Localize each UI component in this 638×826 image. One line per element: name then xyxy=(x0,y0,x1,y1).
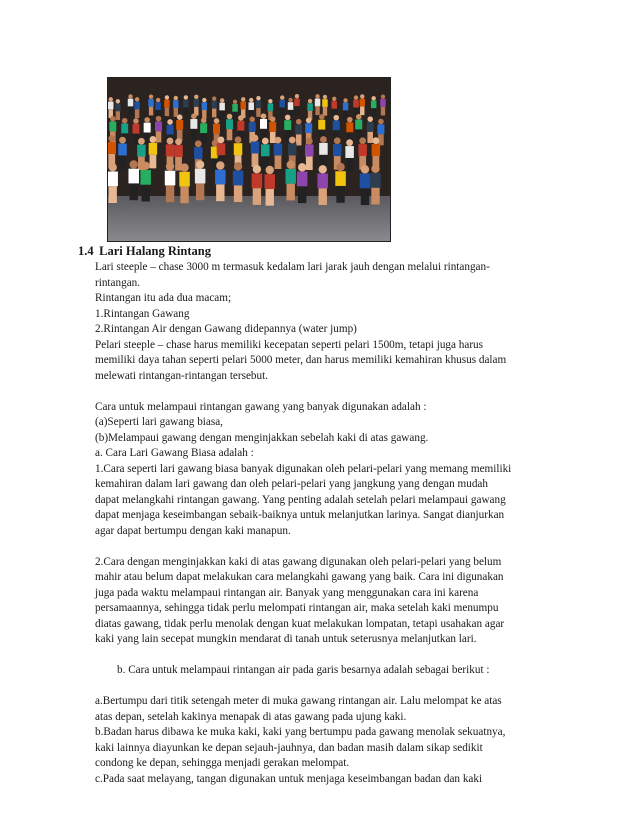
text-line: kemahiran dalam lari gawang dan oleh pelari-pelari yang jangkung yang dengan mudah xyxy=(95,478,488,490)
text-line: atas depan, setelah kakinya menapak di atas gawang pada ujung kaki. xyxy=(95,710,407,723)
runner-figure xyxy=(118,137,127,169)
runner-figure xyxy=(307,99,313,120)
runner-figure xyxy=(353,95,359,116)
text-line: 2.Rintangan Air dengan Gawang didepannya (water jump) xyxy=(95,323,357,335)
runner-figure xyxy=(358,137,367,169)
runner-figure xyxy=(248,98,254,119)
runner-figure xyxy=(173,96,179,117)
text-line: b. Cara untuk melampaui rintangan air pada garis besarnya adalah sebagai berikut : xyxy=(117,664,490,676)
runner-figure xyxy=(317,165,328,205)
text-line: juga pada waktu melampaui rintangan air. Banyak yang menggunakan cara ini karena xyxy=(95,586,479,599)
runner-figure xyxy=(295,119,302,146)
runner-figure xyxy=(280,95,286,116)
runner-figure xyxy=(252,165,262,205)
runner-figure xyxy=(284,115,291,142)
runner-figure xyxy=(305,138,314,170)
runner-figure xyxy=(108,135,116,167)
text-line: diatas gawang, tidak perlu menolak dengan kuat melakukan lompatan, tetapi usahakan agar xyxy=(95,617,505,630)
runner-figure xyxy=(360,165,371,205)
body-text xyxy=(95,260,565,787)
runner-figure xyxy=(294,94,300,115)
runner-figure xyxy=(233,162,244,202)
runner-figure xyxy=(331,97,337,118)
text-line: Cara untuk melampaui rintangan gawang yang banyak digunakan adalah : xyxy=(95,400,427,413)
paragraph-gap xyxy=(95,648,565,664)
runner-figure xyxy=(219,98,225,119)
runner-figure xyxy=(164,95,170,116)
text-line: 1.Rintangan Gawang xyxy=(95,307,190,320)
runner-figure xyxy=(232,100,238,121)
runner-figure xyxy=(165,162,176,202)
runners-illustration xyxy=(108,78,390,241)
runner-figure xyxy=(319,136,328,168)
text-line: c.Pada saat melayang, tangan digunakan untuk menjaga keseimbangan badan dan kaki xyxy=(95,772,483,785)
text-line: dapat menjaga keseimbangan sebaik-baiknya untuk melanjutkan larinya. Sangat dianjurkan xyxy=(95,509,505,521)
runner-figure xyxy=(108,163,118,203)
text-line: persamaannya, sehingga tidak perlu melompati rintangan air, maka setelah kaki menumpu xyxy=(95,602,499,614)
runner-figure xyxy=(333,115,340,142)
marathon-runners-photo xyxy=(108,78,390,241)
section-title: Lari Halang Rintang xyxy=(99,244,211,258)
runner-figure xyxy=(297,163,308,203)
runner-figure xyxy=(148,95,154,116)
text-line: dapat melangkahi rintangan gawang. Yang penting adalah setelah pelari melampaui gawang xyxy=(95,493,506,506)
runner-figure xyxy=(194,95,200,116)
runner-figure xyxy=(285,161,296,201)
text-line: Rintangan itu ada dua macam; xyxy=(95,292,232,304)
text-line: melewati rintangan-rintangan tersebut. xyxy=(95,369,269,382)
runner-figure xyxy=(179,163,190,203)
runner-figure xyxy=(315,94,321,115)
runner-figure xyxy=(322,95,328,116)
paragraph-gap xyxy=(95,679,565,695)
runner-figure xyxy=(211,96,217,117)
runner-figure xyxy=(128,94,133,115)
runner-figure xyxy=(261,138,270,170)
runner-figure xyxy=(134,97,140,118)
text-line: kaki lainnya diayunkan ke depan sejauh-jauhnya, dan badan masih dalam sikap sedikit xyxy=(95,741,483,754)
runner-figure xyxy=(360,94,366,115)
runner-figure xyxy=(240,97,246,118)
runner-figure xyxy=(215,161,226,201)
text-line: memiliki daya tahan seperti pelari 5000 meter, dan harus memiliki kemahiran khusus dalam xyxy=(95,354,507,366)
text-line: condong ke depan, sehingga menjadi gerakan melompat. xyxy=(95,757,350,769)
runner-figure xyxy=(155,98,161,119)
runner-figure xyxy=(202,98,208,119)
text-line: 1.Cara seperti lari gawang biasa banyak digunakan oleh pelari-pelari yang memang memiliki xyxy=(95,462,512,475)
section-number: 1.4 xyxy=(78,244,94,258)
runner-figure xyxy=(370,165,381,205)
runner-figure xyxy=(335,163,346,203)
runner-figure xyxy=(190,113,197,140)
text-line: a. Cara Lari Gawang Biasa adalah : xyxy=(95,447,254,459)
text-line: rintangan. xyxy=(95,276,141,289)
text-line: b.Badan harus dibawa ke muka kaki, kaki yang bertumpu pada gawang menolak sekuatnya, xyxy=(95,726,506,738)
runner-figure xyxy=(371,96,377,117)
text-line: Pelari steeple – chase harus memiliki kecepatan seperti pelari 1500m, tetapi juga harus xyxy=(95,338,484,351)
runner-figure xyxy=(183,95,189,116)
runner-figure xyxy=(200,118,207,145)
text-line: Lari steeple – chase 3000 m termasuk kedalam lari jarak jauh dengan melalui rintangan- xyxy=(95,261,490,273)
runner-figure xyxy=(343,98,349,119)
text-line: (b)Melampaui gawang dengan menginjakkan sebelah kaki di atas gawang. xyxy=(95,431,429,444)
text-line: a.Bertumpu dari titik setengah meter di muka gawang rintangan air. Lalu melompat ke atas xyxy=(95,695,502,707)
runner-figure xyxy=(108,97,114,118)
runner-figure xyxy=(195,160,206,200)
runner-figure xyxy=(260,113,267,140)
runner-figure xyxy=(128,160,139,200)
runner-figure xyxy=(251,135,260,167)
runner-figure xyxy=(274,137,283,169)
runner-figure xyxy=(149,136,158,168)
text-line: mahir atau belum dapat melakukan cara melangkahi gawang yang baik. Cara ini digunakan xyxy=(95,571,504,583)
paragraph-gap xyxy=(95,539,565,555)
paragraph-gap xyxy=(95,384,565,400)
runner-figure xyxy=(226,114,233,141)
text-line: (a)Seperti lari gawang biasa, xyxy=(95,416,223,428)
text-line: kaki yang lain secepat mungkin mendarat di tanah untuk seterusnya melanjutkan lari. xyxy=(95,633,477,645)
runner-figure xyxy=(115,99,121,120)
runner-figure xyxy=(256,96,262,117)
runner-figure xyxy=(367,116,374,143)
runner-figure xyxy=(264,166,275,206)
runner-figure xyxy=(176,114,183,141)
runner-figure xyxy=(345,139,354,171)
section-heading xyxy=(78,244,211,259)
text-line: 2.Cara dengan menginjakkan kaki di atas gawang digunakan oleh pelari-pelari yang belum xyxy=(95,555,502,568)
runner-figure xyxy=(380,95,386,116)
runner-figure xyxy=(355,114,362,141)
runner-figure xyxy=(140,162,151,202)
text-line: agar dapat bertumpu dengan kaki manapun. xyxy=(95,524,291,537)
